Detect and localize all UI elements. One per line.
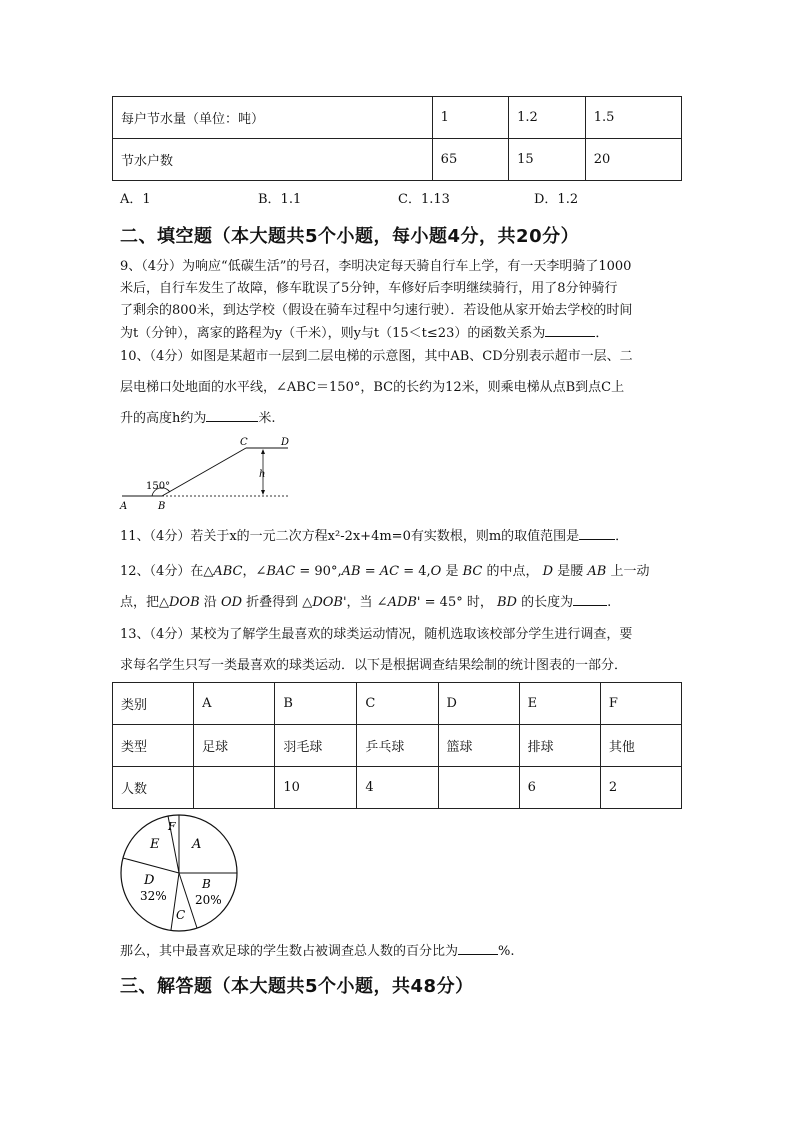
table-cell: 节水户数 <box>113 139 433 181</box>
table-cell: 足球 <box>194 725 275 767</box>
q12-seg: = <box>364 564 376 579</box>
q9-end: ． <box>595 326 609 341</box>
q12-seg: 的中点， <box>486 564 539 579</box>
q12-line <box>120 587 680 618</box>
math-ab: AB <box>341 564 361 579</box>
table-cell: 15 <box>509 139 586 181</box>
water-saving-table <box>112 96 682 181</box>
table-cell: F <box>600 683 681 725</box>
choice-b: B．1.1 <box>258 192 302 207</box>
q12-seg: = 90°, <box>299 564 342 579</box>
table-cell <box>438 767 519 809</box>
section-title-solutions: 三、解答题（本大题共5个小题，共48分） <box>120 976 474 997</box>
escalator-line-bc <box>162 448 246 496</box>
table-cell: 其他 <box>600 725 681 767</box>
table-row <box>113 683 682 725</box>
table-cell: A <box>194 683 275 725</box>
q12-seg: 12、（4分）在△ <box>120 564 214 579</box>
ball-sports-table <box>112 682 682 809</box>
table-row <box>113 139 682 181</box>
arrow-head-down <box>261 490 265 495</box>
table-cell: 类别 <box>113 683 194 725</box>
q10-line-text: 升的高度h约为 <box>120 411 207 426</box>
q11-end: ． <box>615 529 629 544</box>
answer-blank <box>206 407 258 422</box>
q10-line: 层电梯口处地面的水平线，∠ABC＝150°，BC的长约为12米，则乘电梯从点B到点C上 <box>120 380 625 395</box>
answer-blank <box>573 591 607 606</box>
table-cell: 65 <box>432 139 508 181</box>
table-row <box>113 767 682 809</box>
table-cell: 每户节水量（单位：吨） <box>113 97 433 139</box>
choice-a: A．1 <box>120 192 151 207</box>
point-label-c: C <box>240 437 248 448</box>
q12-seg: 折叠得到 △ <box>246 595 313 610</box>
pie-label-b: B <box>202 877 211 891</box>
table-cell: D <box>438 683 519 725</box>
table-cell: E <box>519 683 600 725</box>
q12-line <box>120 556 680 587</box>
pie-label-e: E <box>150 837 160 852</box>
q13-after-text: 那么，其中最喜欢足球的学生数占被调查总人数的百分比为 <box>120 944 459 959</box>
q10-line: 10、（4分）如图是某超市一层到二层电梯的示意图，其中AB、CD分别表示超市一层、二 <box>120 349 633 364</box>
pie-pct-d: 32% <box>140 889 167 903</box>
answer-blank <box>545 322 595 337</box>
answer-blank <box>579 525 615 540</box>
table-cell: 1.5 <box>585 97 681 139</box>
math-abc: ABC <box>213 564 243 579</box>
pie-label-d: D <box>144 873 155 888</box>
table-cell: 2 <box>600 767 681 809</box>
math-bc: BC <box>462 564 483 579</box>
q13-after-end: %. <box>498 944 515 959</box>
math-dob: DOB <box>169 595 200 610</box>
math-od: OD <box>220 595 243 610</box>
math-adb-prime: ADB' <box>387 595 421 610</box>
table-cell: 类型 <box>113 725 194 767</box>
q11-line <box>120 525 680 548</box>
math-dob-prime: DOB' <box>312 595 347 610</box>
table-cell: 乒乓球 <box>357 725 438 767</box>
math-bac: BAC <box>266 564 296 579</box>
q12-seg: 上一动 <box>610 564 650 579</box>
table-cell: 排球 <box>519 725 600 767</box>
point-label-a: A <box>120 501 128 512</box>
table-cell: 篮球 <box>438 725 519 767</box>
question-12 <box>120 556 680 618</box>
table-cell: C <box>357 683 438 725</box>
angle-label: 150° <box>146 481 171 492</box>
point-label-d: D <box>281 437 290 448</box>
question-11 <box>120 525 680 548</box>
section-title-fill-in: 二、填空题（本大题共5个小题，每小题4分，共20分） <box>120 226 580 247</box>
q12-seg: ，∠ <box>242 564 267 579</box>
choice-d: D．1.2 <box>534 192 579 207</box>
math-ab: AB <box>587 564 607 579</box>
table-cell: 20 <box>585 139 681 181</box>
table-row <box>113 97 682 139</box>
question-9 <box>120 256 680 345</box>
q9-line: 米后，自行车发生了故障，修车耽误了5分钟，车修好后李明继续骑行，用了8分钟骑行 <box>120 281 618 296</box>
q12-seg: = 4, <box>403 564 431 579</box>
pie-pct-b: 20% <box>195 893 222 907</box>
question-10 <box>120 341 680 434</box>
math-ac: AC <box>379 564 400 579</box>
pie-chart <box>118 812 240 934</box>
point-label-b: B <box>158 501 166 512</box>
table-cell: 10 <box>275 767 357 809</box>
q9-line-text: 为t（分钟），离家的路程为y（千米），则y与t（15＜t≤23）的函数关系为 <box>120 326 546 341</box>
pie-label-a: A <box>192 837 202 852</box>
escalator-figure <box>118 434 298 514</box>
q13-line: 求每名学生只写一类最喜欢的球类运动．以下是根据调查结果绘制的统计图表的一部分． <box>120 658 628 673</box>
q13-after-line <box>120 940 680 963</box>
table-cell: 羽毛球 <box>275 725 357 767</box>
q13-line: 13、（4分）某校为了解学生最喜欢的球类运动情况，随机选取该校部分学生进行调查，要 <box>120 627 633 642</box>
q12-seg: 点，把△ <box>120 595 169 610</box>
table-cell: B <box>275 683 357 725</box>
math-bd: BD <box>497 595 517 610</box>
answer-blank <box>458 940 498 955</box>
question-13-prompt <box>120 940 680 963</box>
table-cell: 4 <box>357 767 438 809</box>
q10-line-end: 米. <box>258 411 276 426</box>
q12-seg: 沿 <box>203 595 217 610</box>
q10-line <box>120 403 680 434</box>
q12-seg: 的长度为 <box>521 595 574 610</box>
table-row <box>113 725 682 767</box>
q9-line: 9、（4分）为响应“低碳生活”的号召，李明决定每天骑自行车上学，有一天李明骑了1000 <box>120 259 632 274</box>
table-cell: 1.2 <box>509 97 586 139</box>
table-cell: 6 <box>519 767 600 809</box>
height-label: h <box>259 469 266 480</box>
choice-c: C．1.13 <box>398 192 450 207</box>
table-cell <box>194 767 275 809</box>
q12-seg: = 45° 时， <box>424 595 493 610</box>
q12-end: . <box>607 595 612 610</box>
table-cell: 1 <box>432 97 508 139</box>
q12-seg: ，当 ∠ <box>346 595 388 610</box>
arrow-head-up <box>261 449 265 454</box>
q12-seg: 是 <box>445 564 459 579</box>
pie-label-f: F <box>168 820 176 833</box>
pie-label-c: C <box>176 908 186 922</box>
table-cell: 人数 <box>113 767 194 809</box>
q9-line: 了剩余的800米，到达学校（假设在骑车过程中匀速行驶）．若设他从家开始去学校的时间 <box>120 303 633 318</box>
math-o: O <box>430 564 442 579</box>
q11-text: 11、（4分）若关于x的一元二次方程x²-2x+4m=0有实数根，则m的取值范围是 <box>120 529 580 544</box>
math-d: D <box>542 564 554 579</box>
question-13 <box>120 619 680 681</box>
q12-seg: 是腰 <box>557 564 584 579</box>
